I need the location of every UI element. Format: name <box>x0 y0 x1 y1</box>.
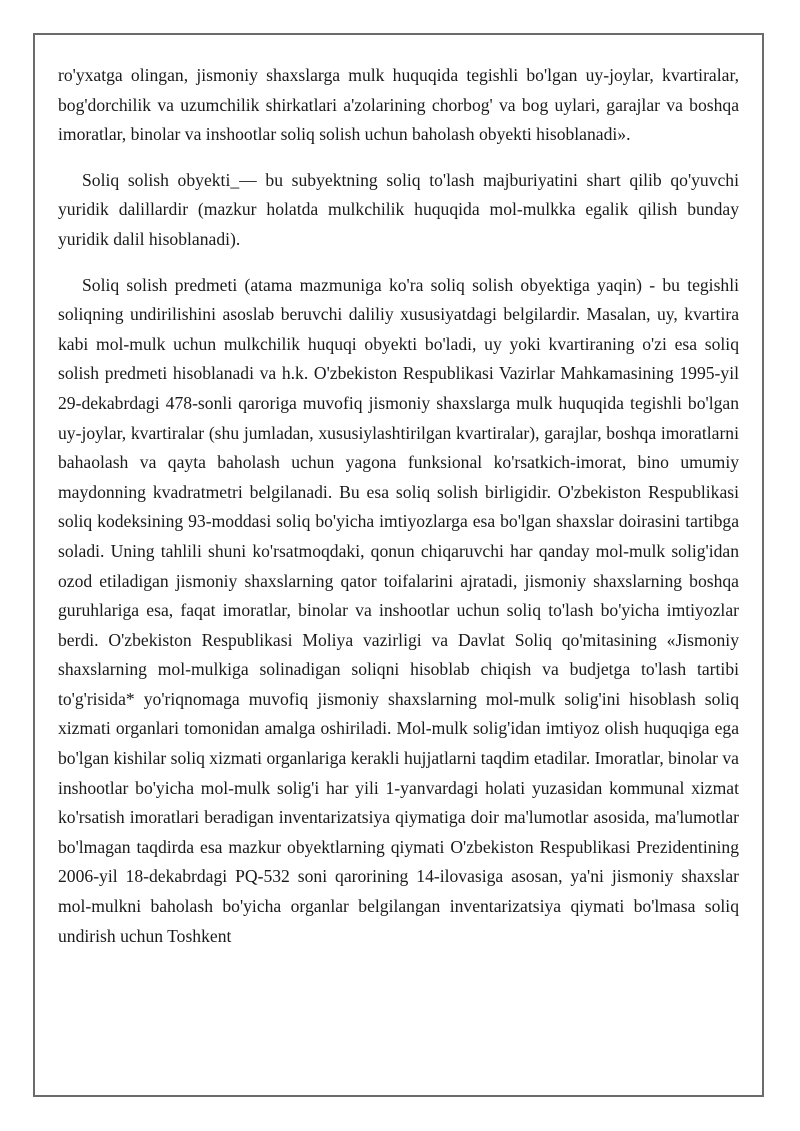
document-body <box>58 61 739 951</box>
paragraph-tax-subject-matter: Soliq solish predmeti (atama mazmuniga ko'ra soliq solish obyektiga yaqin) - bu tegishli soliqning undirilishini asoslab beruvchi daliliy xususiyatdagi belgilardir. Masalan, uy, kvartira kabi mol-mulk uchun mulkchilik huquqi obyekti bo'ladi, uy yoki kvartiraning o'zi esa soliq solish predmeti hisoblanadi va h.k. O'zbekiston Respublikasi Vazirlar Mahkamasining 1995-yil 29-dekabrdagi 478-sonli qaroriga muvofiq jismoniy shaxslarga mulk huquqida tegishli bo'lgan uy-joylar, kvartiralar (shu jumladan, xususiylashtirilgan kvartiralar), garajlar, boshqa imoratlarni bahaolash va qayta baholash uchun yagona funksional ko'rsatkich-imorat, bino umumiy maydonning kvadratmetri belgilanadi. Bu esa soliq solish birligidir. O'zbekiston Respublikasi soliq kodeksining 93-moddasi soliq bo'yicha imtiyozlarga esa bo'lgan shaxslar doirasini tartibga soladi. Uning tahlili shuni ko'rsatmoqdaki, qonun chiqaruvchi har qanday mol-mulk solig'idan ozod etiladigan jismoniy shaxslarning qator toifalarini ajratadi, jismoniy shaxslarning boshqa guruhlariga esa, faqat imoratlar, binolar va inshootlar uchun soliq to'lash bo'yicha imtiyozlar berdi. O'zbekiston Respublikasi Moliya vazirligi va Davlat Soliq qo'mitasining «Jismoniy shaxslarning mol-mulkiga solinadigan soliqni hisoblab chiqish va budjetga to'lash tartibi to'g'risida* yo'riqnomaga muvofiq jismoniy shaxslarning mol-mulk solig'ini hisoblash soliq xizmati organlari tomonidan amalga oshiriladi. Mol-mulk solig'idan imtiyoz olish huquqiga ega bo'lgan kishilar soliq xizmati organlariga kerakli hujjatlarni taqdim etadilar. Imoratlar, binolar va inshootlar bo'yicha mol-mulk solig'i har yili 1-yanvardagi holati yuzasidan kommunal xizmat ko'rsatish imoratlari beradigan inventarizatsiya qiymatiga doir ma'lumotlar asosida, ma'lumotlar bo'lmagan taqdirda esa mazkur obyektlarning qiymati O'zbekiston Respublikasi Prezidentining 2006-yil 18-dekabrdagi PQ-532 soni qarorining 14-ilovasiga asosan, ya'ni jismoniy shaxslar mol-mulkni baholash bo'yicha organlar belgilangan inventarizatsiya qiymati bo'lmasa soliq undirish uchun Toshkent <box>58 274 739 946</box>
paragraph-continuation: ro'yxatga olingan, jismoniy shaxslarga mulk huquqida tegishli bo'lgan uy-joylar, kvartiralar, bog'dorchilik va uzumchilik shirkatlari a'zolarining chorbog' va bog uylari, garajlar va boshqa imoratlar, binolar va inshootlar soliq solish uchun baholash obyekti hisoblanadi». <box>58 65 739 145</box>
paragraph-tax-object-definition: Soliq solish obyekti_— bu subyektning soliq to'lash majburiyatini shart qilib qo'yuvchi yuridik dalillardir (mazkur holatda mulkchilik huquqida mol-mulkka egalik qilish bunday yuridik dalil hisoblanadi). <box>58 169 739 249</box>
page-frame <box>33 33 764 1097</box>
